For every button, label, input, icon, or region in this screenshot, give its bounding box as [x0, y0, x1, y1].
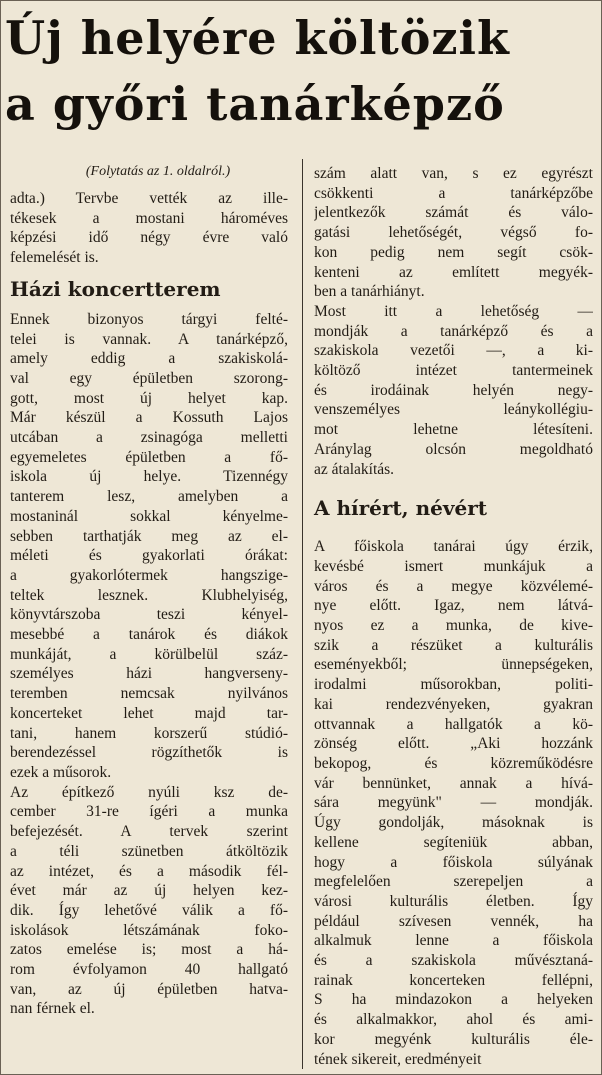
text-line: városi kulturális életben. Így	[314, 892, 593, 910]
text-line: szik a részüket a kulturális	[314, 636, 593, 654]
text-line: kor megyénk kulturális éle-	[314, 1030, 593, 1048]
text-line: amely eddig a szakiskolá-	[10, 350, 288, 368]
text-line: megfelelően szerepeljen a	[314, 873, 593, 891]
text-line: munkáját, a körülbelül száz-	[10, 645, 288, 663]
text-line: gatási lehetőségét, végső fo-	[314, 224, 593, 242]
text-line: vár bennünket, annak a hívá-	[314, 774, 593, 792]
text-line: szakiskola vezetői —, a ki-	[314, 342, 593, 360]
text-line: a téli szünetben átköltözik	[10, 842, 288, 860]
text-line: telei is vannak. A tanárképző,	[10, 330, 288, 348]
text-line: zönség előtt. „Aki hozzánk	[314, 735, 593, 753]
headline-line-2: a győri tanárképző	[5, 77, 505, 131]
text-line: szám alatt van, s ez egyrészt	[314, 165, 593, 182]
text-line: sára megyünk" — mondják.	[314, 794, 593, 812]
text-line: Ennek bizonyos tárgyi felté-	[10, 310, 288, 328]
text-line: tének sikereit, eredményeit	[314, 1050, 482, 1068]
text-line: hogy a főiskola súlyának	[314, 853, 593, 871]
subheading-a-hirert-nevert: A hírért, névért	[314, 496, 487, 521]
text-line: utcában a zsinagóga melletti	[10, 429, 288, 447]
headline-line-1: Új helyére költözik	[5, 11, 510, 65]
text-line: cember 31-re ígéri a munka	[10, 803, 288, 821]
text-line: iskolások létszámának foko-	[10, 921, 288, 939]
article-headline	[5, 5, 595, 137]
text-line: kon pedig nem segít csök-	[314, 243, 593, 261]
text-line: évet már az új helyen kez-	[10, 882, 288, 900]
text-line: irodalmi műsorokban, politi-	[314, 676, 593, 694]
text-line: személyes házi hangverseny-	[10, 665, 288, 683]
text-line: venszemélyes leánykollégiu-	[314, 401, 593, 419]
text-line: nyos ez a munka, de kive-	[314, 617, 593, 635]
text-line: tani, hanem korszerű stúdió-	[10, 724, 288, 742]
right-paragraph-3	[314, 537, 593, 1069]
left-paragraph-3	[10, 783, 288, 1019]
text-line: zatos emelése is; most a há-	[10, 941, 288, 959]
text-line: rainak koncerteken fellépni,	[314, 971, 593, 989]
text-line: teltek lesznek. Klubhelyiség,	[10, 586, 288, 604]
text-line: nan férnek el.	[10, 1000, 95, 1018]
text-line: a gyakorlótermek hangszige-	[10, 566, 288, 584]
text-line: val egy épületben szorong-	[10, 369, 288, 387]
text-line: teremben nemcsak nyilvános	[10, 685, 288, 703]
text-line: kenteni az említett megyék-	[314, 263, 593, 281]
text-line: Az építkező nyúli ksz de-	[10, 783, 288, 801]
text-line: bekopog, és közreműködésre	[314, 754, 593, 772]
text-line: ezek a műsorok.	[10, 763, 112, 781]
left-column	[10, 161, 288, 1019]
right-paragraph-1	[314, 164, 593, 302]
text-line: van, az új épületben hatva-	[10, 980, 288, 998]
text-line: méleti és gyakorlati órákat:	[10, 547, 288, 565]
text-line: ben a tanárhiányt.	[314, 283, 425, 301]
text-line: berendezéssel rögzíthetők is	[10, 744, 288, 762]
text-line: mostaninál sokkal kényelme-	[10, 507, 288, 525]
text-line: eseményekből; ünnepségeken,	[314, 656, 593, 674]
text-line: csökkenti a tanárképzőbe	[314, 184, 593, 202]
subheading-hazi-koncertterem: Házi koncertterem	[10, 276, 221, 301]
text-line: alkalmuk lenne a főiskola	[314, 932, 593, 950]
left-paragraph-1	[10, 189, 288, 268]
continuation-note: (Folytatás az 1. oldalról.)	[85, 164, 231, 179]
text-line: az intézet, és a második fél-	[10, 862, 288, 880]
text-line: iskola új helye. Tizennégy	[10, 468, 288, 486]
text-line: és alkalmakkor, ahol és ami-	[314, 1011, 593, 1029]
text-line: koncerteket lehet majd tar-	[10, 704, 288, 722]
text-line: egyemeletes épületben a fő-	[10, 448, 288, 466]
text-line: befejezését. A tervek szerint	[10, 823, 288, 841]
text-line: Már készül a Kossuth Lajos	[10, 409, 288, 427]
text-line: az átalakítás.	[314, 460, 395, 478]
right-paragraph-2	[314, 302, 593, 479]
text-line: kellene segíteniük abban,	[314, 833, 593, 851]
text-line: költöző intézet tantermeinek	[314, 362, 593, 380]
text-line: S ha mindazokon a helyeken	[314, 991, 593, 1009]
text-line: tékesek a mostani hároméves	[10, 209, 288, 227]
text-line: város és a megye közvélemé-	[314, 577, 593, 595]
text-line: gott, most új helyet kap.	[10, 389, 288, 407]
right-column	[314, 164, 593, 1069]
text-line: mondják a tanárképző és a	[314, 322, 593, 340]
column-divider	[302, 159, 303, 1069]
text-line: ottvannak a hallgatók a kö-	[314, 715, 593, 733]
text-line: felemelését is.	[10, 249, 99, 267]
text-line: és irodáinak helyén negy-	[314, 381, 593, 399]
text-line: képzési idő négy évre való	[10, 229, 288, 247]
text-line: tanterem lesz, amelyben a	[10, 488, 288, 506]
text-line: dik. Így lehetővé válik a fő-	[10, 901, 288, 919]
text-line: nye előtt. Igaz, nem látvá-	[314, 597, 593, 615]
left-paragraph-2	[10, 310, 288, 783]
text-line: mot lehetne létesíteni.	[314, 421, 593, 439]
text-line: sebben tarthatják meg az el-	[10, 527, 288, 545]
text-line: például szívesen vennék, ha	[314, 912, 593, 930]
text-line: Aránylag olcsón megoldható	[314, 440, 593, 458]
text-line: jelentkezők számát és válo-	[314, 204, 593, 222]
text-line: kevésbé ismert munkájuk a	[314, 557, 593, 575]
text-line: Most itt a lehetőség —	[314, 302, 593, 320]
text-line: adta.) Tervbe vették az ille-	[10, 190, 288, 207]
text-line: rom évfolyamon 40 hallgató	[10, 961, 288, 979]
text-line: könyvtárszoba teszi kényel-	[10, 606, 288, 624]
text-line: mesebbé a tanárok és diákok	[10, 626, 288, 644]
text-line: A főiskola tanárai úgy érzik,	[314, 538, 593, 556]
text-line: és a szakiskola művésztaná-	[314, 952, 593, 970]
text-line: Úgy gondolják, másoknak is	[314, 814, 593, 832]
text-line: kai rendezvényeken, gyakran	[314, 695, 593, 713]
